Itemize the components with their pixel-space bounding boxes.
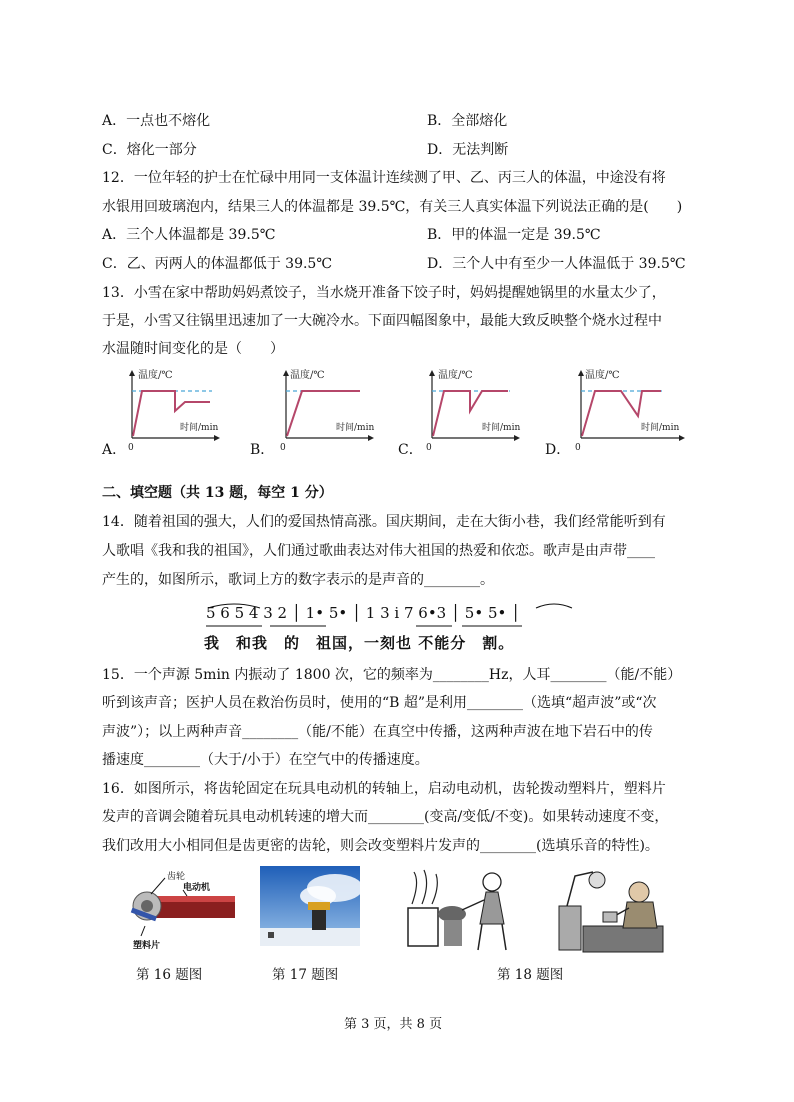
q12-option-a: A．三个人体温都是 39.5℃: [102, 227, 276, 243]
chart-d-ylabel: 温度/℃: [585, 370, 620, 381]
music-score-lines: [204, 600, 604, 630]
music-score: 5 6 5 4 3 2 │ 1• 5• │ 1 3 i 7 6•3 │ 5• 5• │: [206, 604, 521, 622]
chart-c-xlabel: 时间/min: [482, 423, 521, 433]
page-footer: 第 3 页，共 8 页: [344, 1017, 443, 1032]
chart-b-xlabel: 时间/min: [336, 423, 375, 433]
q11-option-c: C．熔化一部分: [102, 142, 197, 158]
figure-16-caption: 第 16 题图: [136, 967, 203, 983]
q13-chart-c-label: C．: [398, 442, 423, 458]
q16-stem-line2: 发声的音调会随着玩具电动机转速的增大而________(变高/变低/不变)。如果转动速度不变，: [102, 809, 669, 825]
q15-stem-line2: 听到该声音；医护人员在救治伤员时，使用的“B 超”是利用________（选填“超声波”或“次: [102, 695, 657, 711]
chart-a-origin: 0: [128, 443, 134, 453]
q15-stem-line1: 15．一个声源 5min 内振动了 1800 次，它的频率为________Hz，人耳________（能/不能）: [102, 667, 682, 683]
chart-b-origin: 0: [280, 443, 286, 453]
q13-chart-b-label: B．: [250, 442, 275, 458]
q12-option-b: B．甲的体温一定是 39.5℃: [427, 227, 601, 243]
q15-stem-line4: 播速度________（大于/小于）在空气中的传播速度。: [102, 752, 429, 768]
q16-stem-line1: 16．如图所示，将齿轮固定在玩具电动机的转轴上，启动电动机，齿轮拨动塑料片，塑料片: [102, 781, 666, 797]
q11-option-b: B．全部熔化: [427, 113, 508, 129]
chart-b-ylabel: 温度/℃: [290, 370, 325, 381]
chart-a-xlabel: 时间/min: [180, 423, 219, 433]
q12-stem-line2: 水银用回玻璃泡内，结果三人的体温都是 39.5℃，有关三人真实体温下列说法正确的是( ): [102, 199, 683, 215]
fig16-gear-label: 齿轮: [167, 872, 186, 882]
q16-stem-line3: 我们改用大小相同但是齿更密的齿轮，则会改变塑料片发声的________(选填乐音的特性)。: [102, 838, 659, 854]
chart-d-xlabel: 时间/min: [641, 423, 680, 433]
q13-stem-line1: 13．小雪在家中帮助妈妈煮饺子，当水烧开准备下饺子时，妈妈提醒她锅里的水量太少了，: [102, 285, 666, 301]
section-title: 二、填空题（共 13 题，每空 1 分）: [102, 485, 333, 501]
q13-stem-line3: 水温随时间变化的是（ ）: [102, 341, 284, 357]
q12-option-d: D．三个人中有至少一人体温低于 39.5℃: [427, 256, 686, 272]
q15-stem-line3: 声波”）；以上两种声音________（能/不能）在真空中传播，这两种声波在地下岩石中的传: [102, 724, 653, 740]
figure-18-cartoon-right: [553, 866, 683, 960]
chart-a-ylabel: 温度/℃: [138, 370, 173, 381]
figure-17-caption: 第 17 题图: [272, 967, 339, 983]
q13-chart-d-label: D．: [545, 442, 571, 458]
q11-option-a: A．一点也不熔化: [102, 113, 211, 129]
q13-stem-line2: 于是，小雪又往锅里迅速加了一大碗冷水。下面四幅图象中，最能大致反映整个烧水过程中: [102, 313, 662, 329]
q14-stem-line1: 14．随着祖国的强大，人们的爱国热情高涨。国庆期间，走在大街小巷，我们经常能听到有: [102, 514, 666, 530]
chart-c-origin: 0: [426, 443, 432, 453]
q14-stem-line2: 人歌唱《我和我的祖国》，人们通过歌曲表达对伟大祖国的热爱和依恋。歌声是由声带____: [102, 543, 655, 559]
chart-c-ylabel: 温度/℃: [438, 370, 473, 381]
q11-option-d: D．无法判断: [427, 142, 509, 158]
lyrics: 我 和我 的 祖国，一刻也 不能分 割。: [204, 634, 515, 652]
figure-17-snow-machine-photo: [260, 866, 360, 950]
fig16-motor-label: 电动机: [183, 883, 211, 893]
chart-d-origin: 0: [575, 443, 581, 453]
q13-chart-a-label: A．: [102, 442, 127, 458]
figure-18-cartoon-left: [400, 864, 535, 958]
figure-18-caption: 第 18 题图: [497, 967, 564, 983]
q14-stem-line3: 产生的，如图所示，歌词上方的数字表示的是声音的________。: [102, 572, 494, 588]
figure-16-gear-motor: [125, 868, 245, 962]
q12-stem-line1: 12．一位年轻的护士在忙碌中用同一支体温计连续测了甲、乙、丙三人的体温，中途没有将: [102, 170, 666, 186]
q12-option-c: C．乙、丙两人的体温都低于 39.5℃: [102, 256, 332, 272]
fig16-plastic-label: 塑料片: [133, 941, 161, 951]
